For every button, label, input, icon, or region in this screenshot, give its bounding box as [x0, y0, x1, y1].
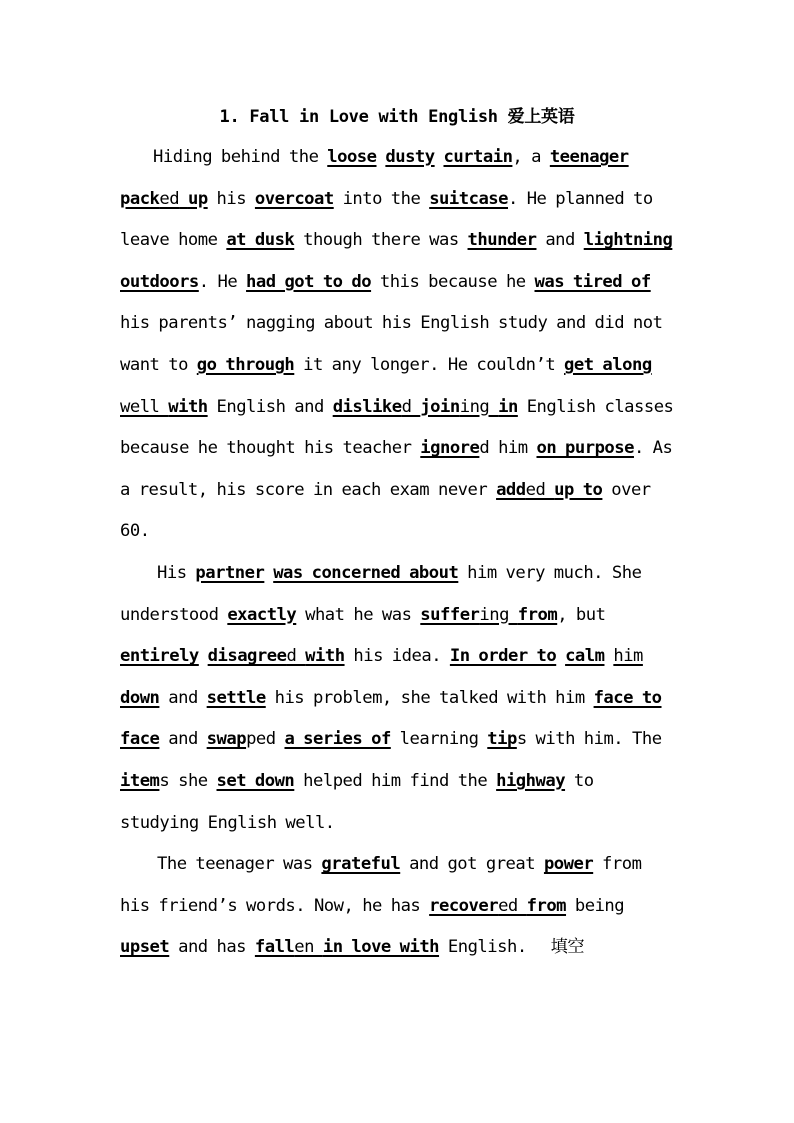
- paragraph-3: [120, 844, 678, 969]
- text-run: his idea.: [344, 646, 450, 667]
- text-run: his problem, she talked with him: [265, 687, 594, 708]
- vocab-term: with: [305, 646, 345, 667]
- underlined-text: d: [401, 396, 421, 417]
- vocab-term: in: [498, 396, 518, 417]
- vocab-term: disagree: [207, 646, 287, 667]
- document-title: 1. Fall in Love with English 爱上英语: [219, 107, 575, 127]
- vocab-term: add: [496, 479, 526, 500]
- vocab-term: suffer: [420, 604, 480, 625]
- vocab-term: up to: [554, 479, 603, 500]
- text-run: and: [159, 687, 207, 708]
- vocab-term: at dusk: [226, 230, 295, 251]
- vocab-term: on purpose: [536, 438, 634, 459]
- text-run: learning: [390, 729, 488, 750]
- vocab-term: join: [420, 396, 460, 417]
- document-body: [120, 137, 678, 969]
- paragraph-2: [120, 553, 678, 844]
- vocab-term: up: [187, 188, 208, 209]
- text-run: [199, 646, 208, 666]
- text-run: The teenager was: [157, 854, 322, 875]
- vocab-term: entirely: [120, 646, 199, 667]
- text-run: helped him find the: [294, 770, 497, 791]
- underlined-text: ed: [159, 188, 180, 209]
- text-run: [556, 646, 565, 666]
- text-run: over 60.: [120, 479, 651, 542]
- text-run: him very much. She understood: [120, 562, 642, 625]
- text-run: and got great: [400, 854, 544, 875]
- vocab-term: fall: [254, 937, 295, 958]
- underlined-text: ing: [459, 396, 499, 417]
- text-run: Hiding behind the: [153, 147, 328, 167]
- vocab-term: lightning: [583, 230, 673, 251]
- vocab-term: upset: [120, 937, 170, 958]
- vocab-term: from: [517, 604, 558, 625]
- vocab-term: get along: [564, 354, 652, 375]
- vocab-term: set down: [216, 770, 295, 791]
- text-run: [604, 646, 613, 666]
- vocab-term: from: [526, 895, 567, 916]
- fill-in-blank-label: 填空: [550, 937, 585, 958]
- text-run: his parents’ nagging about his English study and did not want to: [120, 313, 663, 375]
- underlined-text: well: [120, 396, 169, 417]
- text-run: though there was: [294, 230, 468, 251]
- vocab-term: had got to do: [246, 271, 372, 292]
- text-run: , a: [512, 147, 550, 167]
- vocab-term: was tired of: [534, 271, 651, 292]
- text-run: ped: [246, 729, 285, 750]
- vocab-term: In order to: [449, 646, 557, 667]
- paragraph-1: [120, 137, 678, 553]
- vocab-term: partner: [195, 562, 265, 583]
- text-run: it any longer. He couldn’t: [294, 354, 565, 375]
- vocab-term: pack: [120, 188, 160, 209]
- text-run: being: [566, 895, 625, 916]
- text-run: from his friend’s words. Now, he has: [120, 854, 642, 916]
- vocab-term: grateful: [321, 854, 401, 875]
- vocab-term: was concerned about: [273, 562, 459, 583]
- text-run: to studying English well.: [120, 770, 594, 833]
- underlined-text: ing: [479, 604, 518, 625]
- vocab-term: ignore: [420, 438, 480, 459]
- vocab-term: swap: [206, 729, 247, 750]
- underlined-text: ed: [498, 895, 527, 916]
- vocab-term: power: [543, 854, 594, 875]
- underlined-text: [179, 189, 188, 209]
- text-run: . He: [198, 271, 247, 292]
- vocab-term: outdoors: [120, 271, 199, 292]
- vocab-term: thunder: [467, 230, 537, 251]
- vocab-term: in love with: [322, 937, 440, 958]
- text-run: . As a result, his score in each exam never: [120, 438, 673, 500]
- text-run: d: [479, 438, 490, 459]
- text-run: , but: [557, 604, 606, 625]
- vocab-term: dusty: [385, 147, 435, 167]
- text-run: into the: [333, 188, 430, 209]
- vocab-term: suitcase: [429, 188, 508, 209]
- vocab-term: teenager: [549, 147, 629, 167]
- underlined-text: d: [286, 646, 306, 667]
- vocab-term: face to face: [120, 687, 662, 750]
- vocab-term: down: [120, 687, 160, 708]
- vocab-term: calm: [565, 646, 605, 667]
- underlined-text: en: [294, 937, 323, 958]
- text-run: him: [489, 438, 537, 459]
- text-run: English and: [207, 396, 333, 417]
- vocab-term: tip: [487, 729, 517, 750]
- vocab-term: highway: [496, 770, 566, 791]
- vocab-term: item: [120, 770, 160, 791]
- vocab-term: recover: [429, 895, 499, 916]
- text-run: and: [159, 729, 207, 750]
- vocab-term: overcoat: [254, 188, 334, 209]
- vocab-term: go through: [196, 354, 295, 375]
- text-run: s with him. The: [516, 729, 662, 750]
- text-run: and has: [169, 937, 255, 958]
- text-run: . He planned to leave home: [120, 188, 653, 251]
- vocab-term: settle: [206, 687, 266, 708]
- text-run: [264, 563, 273, 583]
- text-run: and: [536, 230, 584, 251]
- underlined-text: ed: [525, 479, 555, 500]
- vocab-term: loose: [327, 147, 377, 167]
- text-run: what he was: [296, 604, 421, 625]
- text-run: English classes because he thought his teacher: [120, 396, 674, 459]
- text-run: his: [207, 188, 255, 209]
- underlined-text: him: [613, 646, 643, 667]
- vocab-term: with: [168, 396, 208, 417]
- vocab-term: exactly: [227, 604, 297, 625]
- text-run: s she: [159, 770, 217, 791]
- vocab-term: dislike: [332, 396, 402, 417]
- text-run: this because he: [371, 271, 535, 292]
- vocab-term: curtain: [443, 147, 513, 167]
- text-run: His: [157, 562, 196, 583]
- vocab-term: a series of: [284, 729, 391, 750]
- text-run: English.: [439, 937, 527, 958]
